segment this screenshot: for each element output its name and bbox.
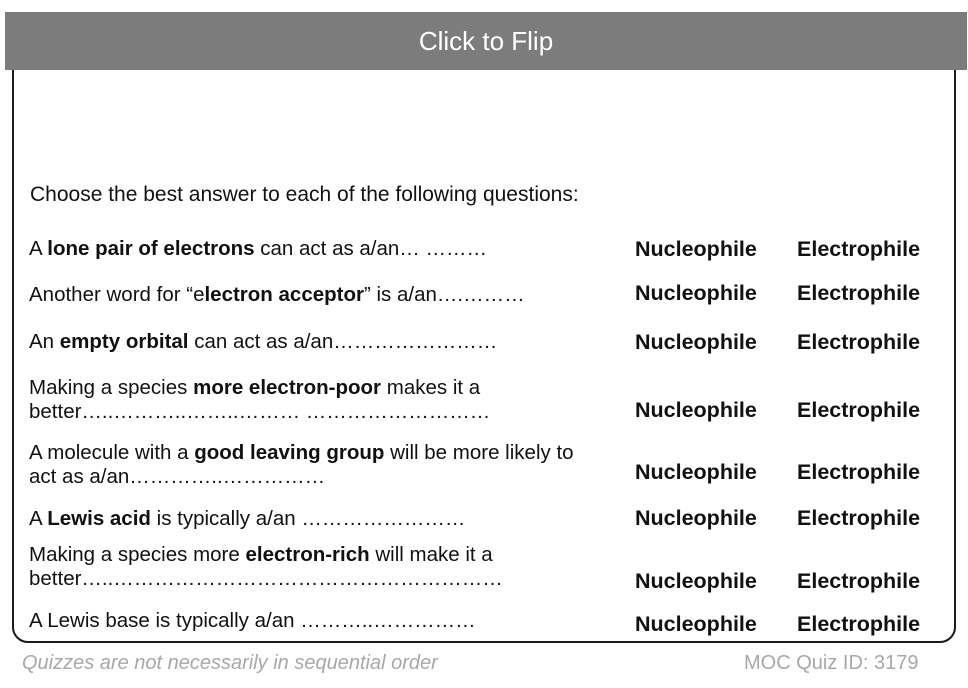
q8-electrophile-option[interactable]: Electrophile [797,612,921,636]
question-8: A Lewis base is typically a/an ………..…………… [29,609,476,632]
footer-note: Quizzes are not necessarily in sequential order [22,652,438,674]
q2-electrophile-option[interactable]: Electrophile [797,281,921,305]
question-4: Making a species more electron-poor makes it a better…..………..……..……… ……………………… [29,376,491,423]
q2-nucleophile-option[interactable]: Nucleophile [635,281,757,305]
q5-nucleophile-option[interactable]: Nucleophile [635,460,757,484]
q7-nucleophile-option[interactable]: Nucleophile [635,569,757,593]
q8-nucleophile-option[interactable]: Nucleophile [635,612,757,636]
q7-electrophile-option[interactable]: Electrophile [797,569,921,593]
click-to-flip-button[interactable]: Click to Flip [5,12,967,70]
question-6: A Lewis acid is typically a/an …………………… [29,507,466,530]
q4-nucleophile-option[interactable]: Nucleophile [635,398,757,422]
q1-electrophile-option[interactable]: Electrophile [797,237,921,261]
question-1: A lone pair of electrons can act as a/an… ……… [29,237,488,260]
q3-electrophile-option[interactable]: Electrophile [797,330,921,354]
q6-nucleophile-option[interactable]: Nucleophile [635,506,757,530]
q1-nucleophile-option[interactable]: Nucleophile [635,237,757,261]
question-3: An empty orbital can act as a/an…………………… [29,330,498,353]
q5-electrophile-option[interactable]: Electrophile [797,460,921,484]
question-5: A molecule with a good leaving group will be more likely to act as a/an…………..…………… [29,441,574,488]
question-2: Another word for “electron acceptor” is a/an….……… [29,283,525,306]
q3-nucleophile-option[interactable]: Nucleophile [635,330,757,354]
quiz-id-label: MOC Quiz ID: 3179 [744,652,919,674]
instructions-text: Choose the best answer to each of the following questions: [30,183,579,206]
q6-electrophile-option[interactable]: Electrophile [797,506,921,530]
question-7: Making a species more electron-rich will make it a better…..………………………………………………… [29,543,503,590]
q4-electrophile-option[interactable]: Electrophile [797,398,921,422]
